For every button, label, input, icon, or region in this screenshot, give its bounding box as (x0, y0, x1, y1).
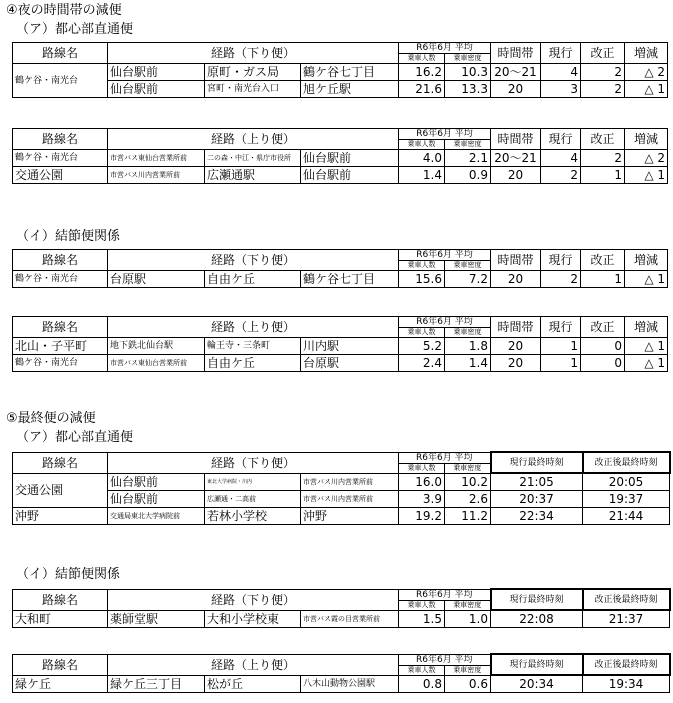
density-header: 乗車密度 (445, 600, 491, 610)
diff-header: 増減 (625, 250, 668, 271)
route-name: 鶴ケ谷・南光台 (13, 64, 108, 98)
revised-value: 2 (581, 81, 625, 98)
stop-via: 松が丘 (205, 675, 301, 693)
route-name: 鶴ケ谷・南光台 (13, 355, 108, 372)
current-header: 現行 (541, 129, 581, 150)
stop-via: 東北大学病院・川内 (205, 473, 301, 491)
stop-from: 仙台駅前 (108, 491, 205, 508)
density-value: 7.2 (445, 271, 491, 288)
stop-via: 若林小学校 (205, 508, 301, 525)
time-value: 20 (491, 338, 541, 355)
route-up-header: 経路（上り便） (108, 654, 399, 675)
route-header: 路線名 (13, 129, 108, 150)
time-value: 20 (491, 271, 541, 288)
density-header: 乗車密度 (445, 328, 491, 338)
riders-value: 4.0 (399, 150, 445, 167)
revised-header: 改正 (581, 250, 625, 271)
table-row (13, 610, 670, 628)
diff-value: △ 1 (625, 271, 668, 288)
density-header: 乗車密度 (445, 665, 491, 675)
table-row (13, 150, 668, 167)
table-5b-up (12, 653, 671, 693)
current-last-value: 20:34 (491, 675, 583, 693)
current-value: 1 (541, 338, 581, 355)
stop-to: 鶴ケ谷七丁目 (301, 271, 399, 288)
riders-header: 乗車人数 (399, 328, 445, 338)
stop-from: 市営バス川内営業所前 (108, 167, 205, 184)
density-value: 13.3 (445, 81, 491, 98)
route-down-header: 経路（下り便） (108, 589, 399, 610)
current-last-header: 現行最終時刻 (491, 654, 583, 675)
section-4-heading: ④夜の時間帯の減便 (6, 3, 122, 18)
riders-value: 0.8 (399, 675, 445, 693)
current-last-value: 22:34 (491, 508, 583, 525)
time-value: 20 (491, 167, 541, 184)
revised-last-value: 19:34 (583, 675, 670, 693)
density-value: 0.9 (445, 167, 491, 184)
table-row (13, 338, 668, 355)
route-name: 交通公園 (13, 167, 108, 184)
revised-last-value: 20:05 (583, 473, 670, 491)
time-value: 20 (491, 81, 541, 98)
stop-from: 市営バス東仙台営業所前 (108, 355, 205, 372)
density-value: 0.6 (445, 675, 491, 693)
table-4a-up (12, 128, 668, 184)
riders-header: 乗車人数 (399, 600, 445, 610)
revised-value: 1 (581, 271, 625, 288)
route-name: 北山・子平町 (13, 338, 108, 355)
table-row (13, 167, 668, 184)
riders-value: 15.6 (399, 271, 445, 288)
stop-via: 自由ケ丘 (205, 271, 301, 288)
riders-value: 16.2 (399, 64, 445, 81)
density-header: 乗車密度 (445, 463, 491, 473)
riders-value: 19.2 (399, 508, 445, 525)
route-header: 路線名 (13, 317, 108, 338)
stop-to: 仙台駅前 (301, 167, 399, 184)
table-row (13, 64, 668, 81)
time-value: 20～21 (491, 150, 541, 167)
stop-via: 輪王寺・三条町 (205, 338, 301, 355)
diff-value: △ 1 (625, 338, 668, 355)
stop-via: 広瀬通駅 (205, 167, 301, 184)
riders-header: 乗車人数 (399, 463, 445, 473)
section-5-heading: ⑤最終便の減便 (6, 411, 96, 426)
time-header: 時間帯 (491, 250, 541, 271)
table-row (13, 355, 668, 372)
revised-value: 0 (581, 355, 625, 372)
route-header: 路線名 (13, 589, 108, 610)
time-value: 20 (491, 355, 541, 372)
avg-header: R6年6月 平均 (399, 43, 491, 54)
current-last-value: 22:08 (491, 610, 583, 628)
density-value: 2.6 (445, 491, 491, 508)
stop-to: 沖野 (301, 508, 399, 525)
route-name: 鶴ケ谷・南光台 (13, 150, 108, 167)
current-value: 1 (541, 355, 581, 372)
current-header: 現行 (541, 250, 581, 271)
table-row (13, 81, 668, 98)
route-header: 路線名 (13, 250, 108, 271)
section-4a-heading: （ア）都心部直通便 (16, 22, 134, 37)
revised-last-value: 19:37 (583, 491, 670, 508)
current-last-value: 20:37 (491, 491, 583, 508)
route-down-header: 経路（下り便） (108, 43, 399, 64)
current-header: 現行 (541, 317, 581, 338)
density-value: 1.4 (445, 355, 491, 372)
avg-header: R6年6月 平均 (399, 654, 491, 665)
diff-value: △ 1 (625, 81, 668, 98)
time-value: 20～21 (491, 64, 541, 81)
table-4b-down (12, 249, 668, 288)
current-value: 4 (541, 64, 581, 81)
stop-via: 原町・ガス局 (205, 64, 301, 81)
route-name: 交通公園 (13, 473, 108, 508)
route-header: 路線名 (13, 43, 108, 64)
revised-last-header: 改正後最終時刻 (583, 589, 670, 610)
stop-from: 仙台駅前 (108, 81, 205, 98)
density-value: 1.0 (445, 610, 491, 628)
riders-value: 1.5 (399, 610, 445, 628)
revised-last-header: 改正後最終時刻 (583, 452, 670, 473)
stop-via: 宮町・南光台入口 (205, 81, 301, 98)
riders-value: 1.4 (399, 167, 445, 184)
stop-to: 市営バス霞の目営業所前 (301, 610, 399, 628)
stop-via: 自由ケ丘 (205, 355, 301, 372)
riders-value: 16.0 (399, 473, 445, 491)
diff-value: △ 1 (625, 167, 668, 184)
revised-value: 0 (581, 338, 625, 355)
route-header: 路線名 (13, 654, 108, 675)
riders-header: 乗車人数 (399, 665, 445, 675)
table-4b-up (12, 316, 668, 372)
diff-value: △ 1 (625, 355, 668, 372)
density-value: 10.3 (445, 64, 491, 81)
density-value: 2.1 (445, 150, 491, 167)
current-last-value: 21:05 (491, 473, 583, 491)
revised-header: 改正 (581, 317, 625, 338)
diff-header: 増減 (625, 43, 668, 64)
revised-last-value: 21:44 (583, 508, 670, 525)
riders-value: 21.6 (399, 81, 445, 98)
diff-header: 増減 (625, 317, 668, 338)
stop-from: 台原駅 (108, 271, 205, 288)
table-4a-down (12, 42, 668, 98)
riders-header: 乗車人数 (399, 54, 445, 64)
avg-header: R6年6月 平均 (399, 452, 491, 463)
stop-to: 川内駅 (301, 338, 399, 355)
stop-from: 地下鉄北仙台駅 (108, 338, 205, 355)
stop-to: 八木山動物公園駅 (301, 675, 399, 693)
riders-header: 乗車人数 (399, 140, 445, 150)
density-header: 乗車密度 (445, 140, 491, 150)
revised-value: 1 (581, 167, 625, 184)
section-5b-heading: （イ）結節便関係 (16, 567, 121, 582)
stop-to: 市営バス川内営業所前 (301, 491, 399, 508)
stop-via: 広瀬通・二高前 (205, 491, 301, 508)
route-up-header: 経路（上り便） (108, 317, 399, 338)
avg-header: R6年6月 平均 (399, 129, 491, 140)
current-last-header: 現行最終時刻 (491, 452, 583, 473)
table-row (13, 271, 668, 288)
stop-to: 市営バス川内営業所前 (301, 473, 399, 491)
stop-from: 仙台駅前 (108, 473, 205, 491)
density-value: 1.8 (445, 338, 491, 355)
stop-via: 二の森・中江・県庁市役所 (205, 150, 301, 167)
current-value: 2 (541, 167, 581, 184)
route-down-header: 経路（下り便） (108, 250, 399, 271)
diff-header: 増減 (625, 129, 668, 150)
route-header: 路線名 (13, 452, 108, 473)
current-header: 現行 (541, 43, 581, 64)
section-4b-heading: （イ）結節便関係 (16, 229, 121, 244)
current-value: 3 (541, 81, 581, 98)
current-value: 4 (541, 150, 581, 167)
route-up-header: 経路（上り便） (108, 129, 399, 150)
avg-header: R6年6月 平均 (399, 250, 491, 261)
riders-value: 5.2 (399, 338, 445, 355)
riders-value: 2.4 (399, 355, 445, 372)
riders-header: 乗車人数 (399, 261, 445, 271)
avg-header: R6年6月 平均 (399, 589, 491, 600)
time-header: 時間帯 (491, 129, 541, 150)
route-name: 緑ケ丘 (13, 675, 108, 693)
revised-last-value: 21:37 (583, 610, 670, 628)
diff-value: △ 2 (625, 64, 668, 81)
stop-from: 仙台駅前 (108, 64, 205, 81)
revised-value: 2 (581, 64, 625, 81)
table-row (13, 491, 670, 508)
density-header: 乗車密度 (445, 261, 491, 271)
avg-header: R6年6月 平均 (399, 317, 491, 328)
stop-from: 市営バス東仙台営業所前 (108, 150, 205, 167)
stop-via: 大和小学校東 (205, 610, 301, 628)
revised-header: 改正 (581, 43, 625, 64)
revised-header: 改正 (581, 129, 625, 150)
stop-to: 台原駅 (301, 355, 399, 372)
table-row (13, 675, 670, 693)
stop-from: 緑ケ丘三丁目 (108, 675, 205, 693)
density-value: 10.2 (445, 473, 491, 491)
revised-value: 2 (581, 150, 625, 167)
stop-to: 鶴ケ谷七丁目 (301, 64, 399, 81)
stop-from: 薬師堂駅 (108, 610, 205, 628)
route-name: 大和町 (13, 610, 108, 628)
table-5b-down (12, 588, 671, 628)
route-name: 沖野 (13, 508, 108, 525)
table-row (13, 508, 670, 525)
revised-last-header: 改正後最終時刻 (583, 654, 670, 675)
current-last-header: 現行最終時刻 (491, 589, 583, 610)
time-header: 時間帯 (491, 43, 541, 64)
density-value: 11.2 (445, 508, 491, 525)
diff-value: △ 2 (625, 150, 668, 167)
riders-value: 3.9 (399, 491, 445, 508)
table-row (13, 473, 670, 491)
stop-to: 仙台駅前 (301, 150, 399, 167)
route-down-header: 経路（下り便） (108, 452, 399, 473)
table-5a-down (12, 451, 671, 525)
section-5a-heading: （ア）都心部直通便 (16, 430, 134, 445)
current-value: 2 (541, 271, 581, 288)
route-name: 鶴ケ谷・南光台 (13, 271, 108, 288)
time-header: 時間帯 (491, 317, 541, 338)
stop-from: 交通局東北大学病院前 (108, 508, 205, 525)
stop-to: 旭ケ丘駅 (301, 81, 399, 98)
density-header: 乗車密度 (445, 54, 491, 64)
